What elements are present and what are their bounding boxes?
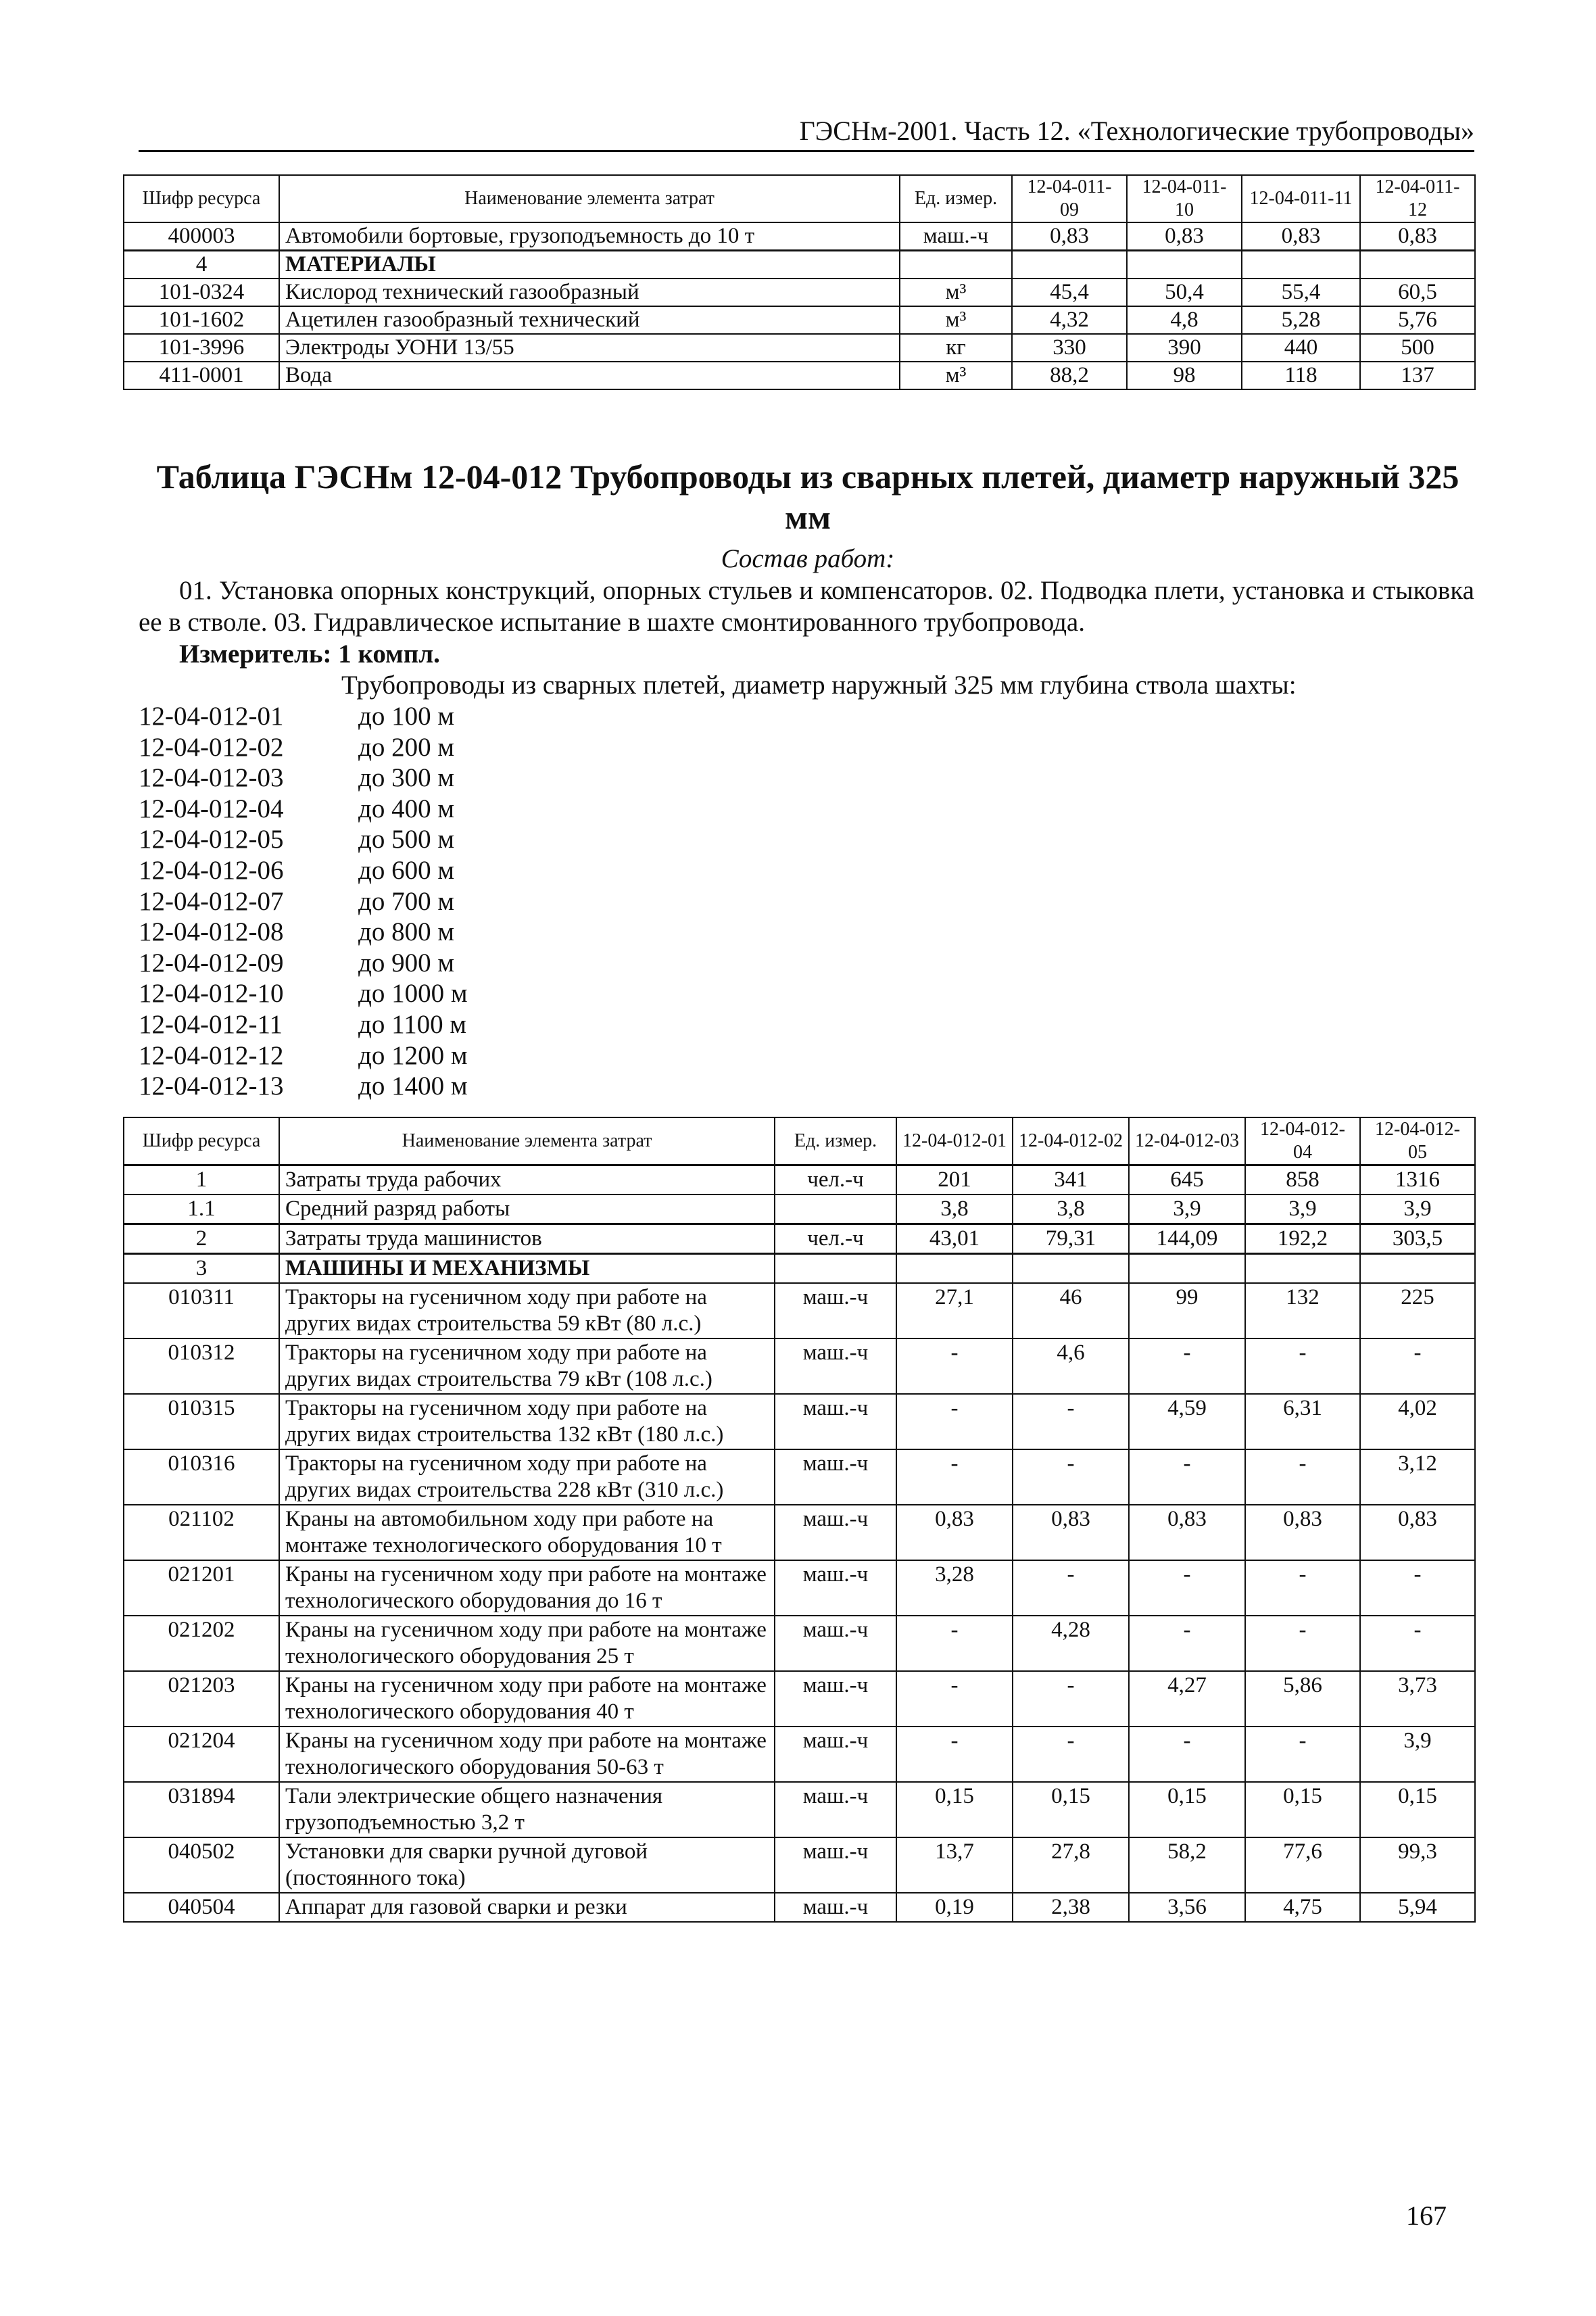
value-cell: - [896, 1616, 1013, 1671]
value-cell: - [1245, 1449, 1360, 1505]
value-cell: - [1013, 1394, 1129, 1449]
value-cell: 4,59 [1129, 1394, 1245, 1449]
table-row [124, 1338, 1475, 1394]
value-cell: - [1245, 1338, 1360, 1394]
value-cell: 2,38 [1013, 1893, 1129, 1922]
variant-item [139, 763, 468, 794]
value-cell: 6,31 [1245, 1394, 1360, 1449]
value-cell: - [896, 1449, 1013, 1505]
value-cell: 60,5 [1360, 279, 1475, 306]
value-cell: 0,15 [1013, 1782, 1129, 1837]
cost-element-name-cell: МАШИНЫ И МЕХАНИЗМЫ [279, 1254, 775, 1284]
unit-cell: маш.-ч [775, 1671, 896, 1727]
unit-cell: маш.-ч [775, 1782, 896, 1837]
value-cell [1129, 1254, 1245, 1284]
table-row [124, 279, 1475, 306]
resource-code-cell: 021102 [124, 1505, 279, 1560]
value-cell [1245, 1254, 1360, 1284]
value-cell: 225 [1360, 1283, 1475, 1338]
value-cell: 58,2 [1129, 1837, 1245, 1893]
value-cell: 341 [1013, 1165, 1129, 1195]
unit-cell: маш.-ч [775, 1837, 896, 1893]
col-variant-header: 12-04-012-03 [1129, 1117, 1245, 1165]
value-cell: 3,8 [896, 1195, 1013, 1224]
value-cell: 858 [1245, 1165, 1360, 1195]
unit-cell: маш.-ч [775, 1893, 896, 1922]
value-cell: 79,31 [1013, 1224, 1129, 1254]
table-body [124, 222, 1475, 389]
resource-code-cell: 040504 [124, 1893, 279, 1922]
resource-table-012 [123, 1117, 1476, 1923]
unit-cell: чел.-ч [775, 1224, 896, 1254]
variant-code: 12-04-012-04 [139, 794, 284, 823]
table-row [124, 1394, 1475, 1449]
resource-code-cell: 010311 [124, 1283, 279, 1338]
value-cell: 98 [1127, 362, 1242, 389]
value-cell: - [1013, 1560, 1129, 1616]
value-cell: 0,19 [896, 1893, 1013, 1922]
table-row [124, 1505, 1475, 1560]
resource-code-cell: 021202 [124, 1616, 279, 1671]
cost-element-name-cell: Краны на гусеничном ходу при работе на монтаже технологического оборудования до 16 т [279, 1560, 775, 1616]
value-cell: 0,15 [1129, 1782, 1245, 1837]
variant-header: Трубопроводы из сварных плетей, диаметр наружный 325 мм глубина ствола шахты: [341, 671, 1297, 700]
resource-code-cell: 2 [124, 1224, 279, 1254]
col-variant-header: 12-04-011-10 [1127, 175, 1242, 222]
table-row [124, 1560, 1475, 1616]
variant-depth-label: до 700 м [358, 886, 455, 916]
table-row [124, 1616, 1475, 1671]
resource-code-cell: 021203 [124, 1671, 279, 1727]
variant-item [139, 948, 468, 979]
variant-code: 12-04-012-09 [139, 948, 284, 978]
value-cell: 1316 [1360, 1165, 1475, 1195]
unit-cell: маш.-ч [775, 1449, 896, 1505]
variant-depth-label: до 100 м [358, 702, 455, 731]
cost-element-name-cell: Кислород технический газообразный [279, 279, 900, 306]
table-row [124, 1893, 1475, 1922]
value-cell: 440 [1242, 334, 1360, 362]
variant-code: 12-04-012-13 [139, 1071, 284, 1101]
col-variant-header: 12-04-012-04 [1245, 1117, 1360, 1165]
variant-code: 12-04-012-11 [139, 1009, 283, 1039]
resource-code-cell: 021204 [124, 1727, 279, 1782]
table-row [124, 1224, 1475, 1254]
value-cell: 5,76 [1360, 306, 1475, 334]
value-cell: 3,56 [1129, 1893, 1245, 1922]
resource-code-cell: 411-0001 [124, 362, 279, 389]
value-cell: - [1129, 1338, 1245, 1394]
cost-element-name-cell: Электроды УОНИ 13/55 [279, 334, 900, 362]
value-cell: 3,9 [1360, 1727, 1475, 1782]
value-cell: 46 [1013, 1283, 1129, 1338]
value-cell: - [896, 1338, 1013, 1394]
variant-depth-label: до 800 м [358, 917, 455, 947]
value-cell: 390 [1127, 334, 1242, 362]
value-cell: - [896, 1394, 1013, 1449]
col-unit-header: Ед. измер. [775, 1117, 896, 1165]
table-row [124, 1671, 1475, 1727]
table-row [124, 1727, 1475, 1782]
table-header-row [124, 1117, 1475, 1165]
col-variant-header: 12-04-012-01 [896, 1117, 1013, 1165]
table-row [124, 362, 1475, 389]
variant-list [139, 701, 468, 1102]
unit-cell: чел.-ч [775, 1165, 896, 1195]
header-rule [139, 150, 1474, 152]
col-unit-header: Ед. измер. [900, 175, 1012, 222]
variant-item [139, 794, 468, 825]
value-cell: - [1129, 1727, 1245, 1782]
table-row [124, 1782, 1475, 1837]
cost-element-name-cell: Средний разряд работы [279, 1195, 775, 1224]
col-name-header: Наименование элемента затрат [279, 1117, 775, 1165]
variant-item [139, 917, 468, 948]
value-cell: 0,83 [1129, 1505, 1245, 1560]
value-cell: 45,4 [1012, 279, 1127, 306]
value-cell [1360, 1254, 1475, 1284]
value-cell: 0,15 [1360, 1782, 1475, 1837]
cost-element-name-cell: Тракторы на гусеничном ходу при работе на других видах строительства 132 кВт (180 л.с.) [279, 1394, 775, 1449]
variant-code: 12-04-012-05 [139, 825, 284, 854]
unit-cell [775, 1254, 896, 1284]
cost-element-name-cell: Тали электрические общего назначения грузоподъемностью 3,2 т [279, 1782, 775, 1837]
unit-cell: маш.-ч [775, 1727, 896, 1782]
variant-depth-label: до 900 м [358, 948, 455, 978]
variant-depth-label: до 600 м [358, 855, 455, 885]
col-code-header: Шифр ресурса [124, 1117, 279, 1165]
variant-code: 12-04-012-10 [139, 979, 284, 1009]
variant-item [139, 855, 468, 886]
value-cell [1242, 251, 1360, 279]
value-cell: - [1245, 1560, 1360, 1616]
value-cell [896, 1254, 1013, 1284]
value-cell: 3,12 [1360, 1449, 1475, 1505]
resource-code-cell: 4 [124, 251, 279, 279]
cost-element-name-cell: МАТЕРИАЛЫ [279, 251, 900, 279]
variant-code: 12-04-012-01 [139, 702, 284, 731]
value-cell: - [896, 1671, 1013, 1727]
cost-element-name-cell: Краны на автомобильном ходу при работе на монтаже технологического оборудования 10 т [279, 1505, 775, 1560]
value-cell: 27,8 [1013, 1837, 1129, 1893]
value-cell [1360, 251, 1475, 279]
variant-depth-label: до 1400 м [358, 1071, 468, 1101]
variant-code: 12-04-012-03 [139, 763, 284, 793]
unit-cell [900, 251, 1012, 279]
col-variant-header: 12-04-011-12 [1360, 175, 1475, 222]
value-cell: - [1360, 1616, 1475, 1671]
resource-code-cell: 021201 [124, 1560, 279, 1616]
variant-depth-label: до 400 м [358, 794, 455, 823]
col-variant-header: 12-04-012-05 [1360, 1117, 1475, 1165]
table-row [124, 1254, 1475, 1284]
col-variant-header: 12-04-011-09 [1012, 175, 1127, 222]
variant-item [139, 824, 468, 855]
variant-code: 12-04-012-12 [139, 1040, 284, 1070]
value-cell: 0,15 [1245, 1782, 1360, 1837]
unit-cell: маш.-ч [775, 1394, 896, 1449]
value-cell: 3,9 [1245, 1195, 1360, 1224]
value-cell: 3,28 [896, 1560, 1013, 1616]
unit-cell: маш.-ч [775, 1283, 896, 1338]
cost-element-name-cell: Автомобили бортовые, грузоподъемность до 10 т [279, 222, 900, 251]
unit-cell: кг [900, 334, 1012, 362]
value-cell: 5,94 [1360, 1893, 1475, 1922]
cost-element-name-cell: Установки для сварки ручной дуговой (постоянного тока) [279, 1837, 775, 1893]
resource-code-cell: 1.1 [124, 1195, 279, 1224]
variant-item [139, 732, 468, 763]
value-cell: 55,4 [1242, 279, 1360, 306]
variant-depth-label: до 500 м [358, 825, 455, 854]
variant-depth-label: до 1000 м [358, 979, 468, 1009]
resource-code-cell: 101-0324 [124, 279, 279, 306]
value-cell: 645 [1129, 1165, 1245, 1195]
value-cell: 3,9 [1360, 1195, 1475, 1224]
resource-code-cell: 010315 [124, 1394, 279, 1449]
variant-depth-label: до 200 м [358, 732, 455, 762]
cost-element-name-cell: Вода [279, 362, 900, 389]
running-header: ГЭСНм-2001. Часть 12. «Технологические трубопроводы» [799, 116, 1474, 146]
cost-element-name-cell: Тракторы на гусеничном ходу при работе на других видах строительства 59 кВт (80 л.с.) [279, 1283, 775, 1338]
table-row [124, 1449, 1475, 1505]
col-variant-header: 12-04-011-11 [1242, 175, 1360, 222]
unit-cell: м³ [900, 362, 1012, 389]
value-cell: - [1013, 1727, 1129, 1782]
variant-depth-label: до 1100 м [358, 1009, 467, 1039]
col-variant-header: 12-04-012-02 [1013, 1117, 1129, 1165]
value-cell: 0,15 [896, 1782, 1013, 1837]
value-cell: 0,83 [1360, 1505, 1475, 1560]
variant-item [139, 886, 468, 917]
value-cell: 99 [1129, 1283, 1245, 1338]
value-cell: 4,32 [1012, 306, 1127, 334]
table-row [124, 251, 1475, 279]
value-cell: 27,1 [896, 1283, 1013, 1338]
value-cell: 88,2 [1012, 362, 1127, 389]
value-cell: - [1013, 1449, 1129, 1505]
resource-code-cell: 400003 [124, 222, 279, 251]
value-cell: 5,28 [1242, 306, 1360, 334]
value-cell: 330 [1012, 334, 1127, 362]
resource-code-cell: 101-1602 [124, 306, 279, 334]
cost-element-name-cell: Краны на гусеничном ходу при работе на монтаже технологического оборудования 40 т [279, 1671, 775, 1727]
value-cell: 5,86 [1245, 1671, 1360, 1727]
value-cell: 99,3 [1360, 1837, 1475, 1893]
value-cell [1013, 1254, 1129, 1284]
cost-element-name-cell: Тракторы на гусеничном ходу при работе на других видах строительства 79 кВт (108 л.с.) [279, 1338, 775, 1394]
unit-cell: м³ [900, 279, 1012, 306]
value-cell: 500 [1360, 334, 1475, 362]
cost-element-name-cell: Тракторы на гусеничном ходу при работе на других видах строительства 228 кВт (310 л.с.) [279, 1449, 775, 1505]
table-row [124, 1195, 1475, 1224]
value-cell: 50,4 [1127, 279, 1242, 306]
table-row [124, 1837, 1475, 1893]
value-cell: 0,83 [1127, 222, 1242, 251]
table-title: Таблица ГЭСНм 12-04-012 Трубопроводы из сварных плетей, диаметр наружный 325 мм [156, 458, 1459, 536]
variant-item [139, 1071, 468, 1102]
composition-text: 01. Установка опорных конструкций, опорных стульев и компенсаторов. 02. Подводка плети, установка и стыковка ее в стволе. 03. Гидравлическое испытание в шахте смонтированного трубопровода. [139, 576, 1474, 637]
value-cell: 0,83 [1012, 222, 1127, 251]
table-row [124, 222, 1475, 251]
page-number: 167 [1406, 2200, 1447, 2231]
table-row [124, 306, 1475, 334]
value-cell: 303,5 [1360, 1224, 1475, 1254]
value-cell: 144,09 [1129, 1224, 1245, 1254]
unit-cell [775, 1195, 896, 1224]
value-cell: - [1129, 1560, 1245, 1616]
value-cell: 192,2 [1245, 1224, 1360, 1254]
value-cell: 4,75 [1245, 1893, 1360, 1922]
value-cell: 4,27 [1129, 1671, 1245, 1727]
value-cell [1012, 251, 1127, 279]
value-cell: 0,83 [1013, 1505, 1129, 1560]
value-cell: 43,01 [896, 1224, 1013, 1254]
value-cell: 4,6 [1013, 1338, 1129, 1394]
cost-element-name-cell: Затраты труда машинистов [279, 1224, 775, 1254]
value-cell: - [896, 1727, 1013, 1782]
value-cell: - [1129, 1616, 1245, 1671]
variant-depth-label: до 300 м [358, 763, 455, 793]
unit-cell: маш.-ч [775, 1560, 896, 1616]
variant-code: 12-04-012-08 [139, 917, 284, 947]
value-cell: 3,9 [1129, 1195, 1245, 1224]
col-name-header: Наименование элемента затрат [279, 175, 900, 222]
value-cell: 77,6 [1245, 1837, 1360, 1893]
value-cell: 201 [896, 1165, 1013, 1195]
cost-element-name-cell: Краны на гусеничном ходу при работе на монтаже технологического оборудования 50-63 т [279, 1727, 775, 1782]
value-cell: 0,83 [1360, 222, 1475, 251]
resource-code-cell: 101-3996 [124, 334, 279, 362]
table-header-row [124, 175, 1475, 222]
resource-code-cell: 3 [124, 1254, 279, 1284]
unit-cell: маш.-ч [775, 1338, 896, 1394]
variant-item [139, 1040, 468, 1071]
value-cell: - [1129, 1449, 1245, 1505]
variant-item [139, 978, 468, 1009]
value-cell: 132 [1245, 1283, 1360, 1338]
value-cell: 137 [1360, 362, 1475, 389]
resource-code-cell: 031894 [124, 1782, 279, 1837]
variant-code: 12-04-012-07 [139, 886, 284, 916]
cost-element-name-cell: Затраты труда рабочих [279, 1165, 775, 1195]
cost-element-name-cell: Аппарат для газовой сварки и резки [279, 1893, 775, 1922]
value-cell: - [1360, 1338, 1475, 1394]
variant-code: 12-04-012-06 [139, 855, 284, 885]
value-cell: 0,83 [896, 1505, 1013, 1560]
value-cell: - [1013, 1671, 1129, 1727]
value-cell: 0,83 [1245, 1505, 1360, 1560]
cost-element-name-cell: Краны на гусеничном ходу при работе на монтаже технологического оборудования 25 т [279, 1616, 775, 1671]
cost-element-name-cell: Ацетилен газообразный технический [279, 306, 900, 334]
unit-cell: маш.-ч [900, 222, 1012, 251]
table-row [124, 1165, 1475, 1195]
variant-depth-label: до 1200 м [358, 1040, 468, 1070]
value-cell: 13,7 [896, 1837, 1013, 1893]
col-code-header: Шифр ресурса [124, 175, 279, 222]
value-cell: 3,8 [1013, 1195, 1129, 1224]
unit-cell: маш.-ч [775, 1616, 896, 1671]
unit-cell: м³ [900, 306, 1012, 334]
value-cell: 118 [1242, 362, 1360, 389]
value-cell: - [1360, 1560, 1475, 1616]
unit-cell: маш.-ч [775, 1505, 896, 1560]
table-row [124, 334, 1475, 362]
value-cell: 0,83 [1242, 222, 1360, 251]
resource-code-cell: 1 [124, 1165, 279, 1195]
value-cell: 3,73 [1360, 1671, 1475, 1727]
resource-table-011 [123, 174, 1476, 390]
resource-code-cell: 010316 [124, 1449, 279, 1505]
value-cell: 4,02 [1360, 1394, 1475, 1449]
variant-item [139, 701, 468, 732]
value-cell: - [1245, 1727, 1360, 1782]
resource-code-cell: 010312 [124, 1338, 279, 1394]
value-cell: 4,28 [1013, 1616, 1129, 1671]
variant-item [139, 1009, 468, 1040]
variant-code: 12-04-012-02 [139, 732, 284, 762]
composition-label: Состав работ: [721, 544, 895, 573]
resource-code-cell: 040502 [124, 1837, 279, 1893]
value-cell [1127, 251, 1242, 279]
table-row [124, 1283, 1475, 1338]
measure-unit: Измеритель: 1 компл. [179, 640, 440, 669]
table-body [124, 1165, 1475, 1923]
value-cell: 4,8 [1127, 306, 1242, 334]
value-cell: - [1245, 1616, 1360, 1671]
